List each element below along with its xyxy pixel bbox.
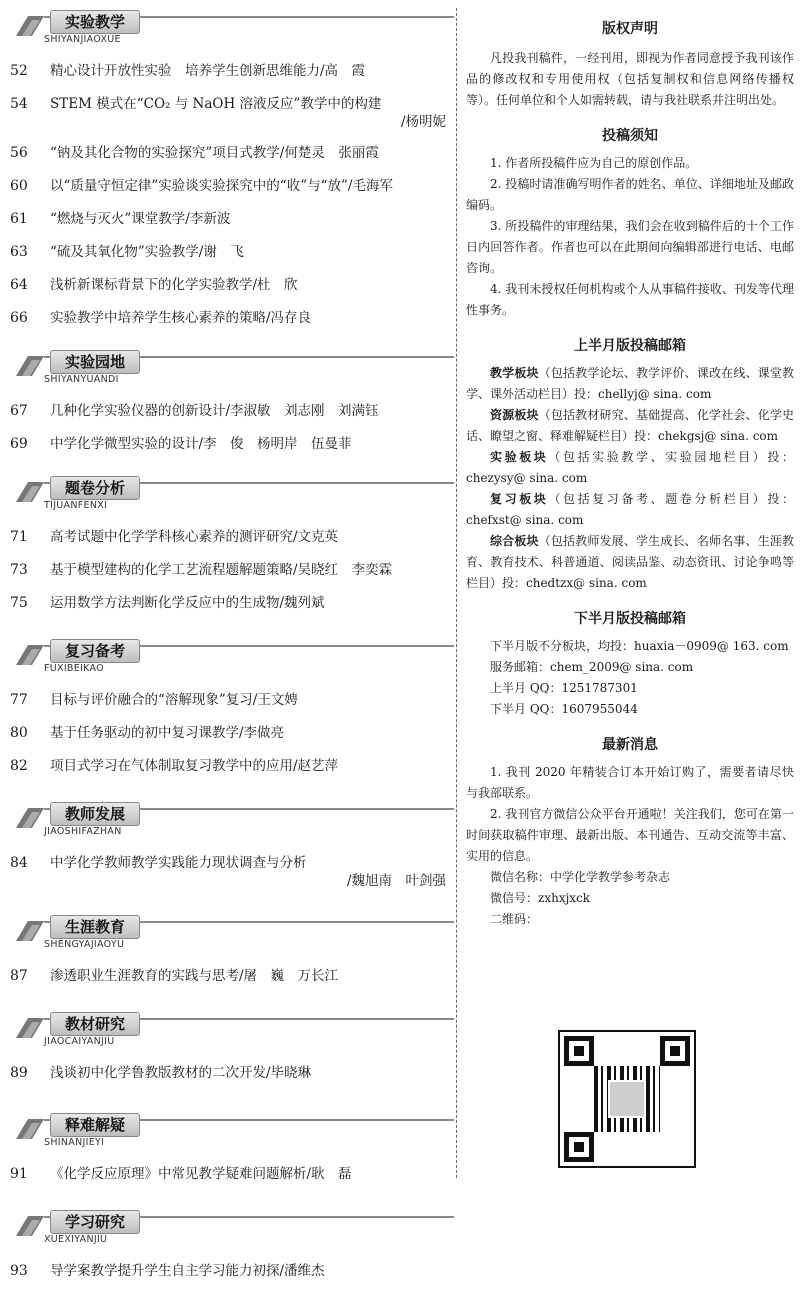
page-number: 60 xyxy=(10,178,28,194)
news-heading: 最新消息 xyxy=(602,737,658,753)
article-title: 以“质量守恒定律”实验谈实验探究中的“收”与“放”/毛海军 xyxy=(50,178,393,194)
section-title: 学习研究 xyxy=(50,1210,140,1234)
section-pinyin: SHENGYAJIAOYU xyxy=(44,939,125,950)
article-title: 中学化学微型实验的设计/李 俊 杨明岸 伍曼菲 xyxy=(50,436,352,452)
page-number: 82 xyxy=(10,758,28,774)
page-number: 52 xyxy=(10,63,28,79)
mailbox-text: （包括教师发展、学生成长、名师名事、生涯教育、教育技术、科普通道、阅读品鉴、动态资讯、讨论争鸣等栏目）投：chedtzx@ sina. com xyxy=(466,534,794,590)
toc-entry[interactable] xyxy=(10,724,450,742)
page-number: 80 xyxy=(10,725,28,741)
toc-entry[interactable] xyxy=(10,243,450,261)
page-number: 77 xyxy=(10,692,28,708)
news-item: 2. 我刊官方微信公众平台开通啦！关注我们，您可在第一时间获取稿件审理、最新出版、本刊通告、互动交流等丰富、实用的信息。 xyxy=(466,807,794,863)
article-title: STEM 模式在“CO₂ 与 NaOH 溶液反应”教学中的构建 xyxy=(50,96,382,112)
page-number: 71 xyxy=(10,529,28,545)
qr-finder xyxy=(660,1036,690,1066)
toc-entry[interactable] xyxy=(10,1262,450,1280)
article-authors: /杨明妮 xyxy=(400,114,446,130)
section-marker-icon xyxy=(14,480,46,504)
notice-column xyxy=(466,18,794,930)
page-number: 63 xyxy=(10,244,28,260)
section-header xyxy=(10,635,450,691)
toc-entry[interactable] xyxy=(10,210,450,228)
mailbox-general xyxy=(466,531,794,594)
submission-heading: 投稿须知 xyxy=(602,128,658,144)
toc-entry[interactable] xyxy=(10,95,450,131)
page-number: 75 xyxy=(10,595,28,611)
mailbox-text: （包括复习备考、题卷分析栏目）投：chefxst@ sina. com xyxy=(466,492,794,527)
section-marker-icon xyxy=(14,14,46,38)
qr-finder xyxy=(564,1036,594,1066)
mailbox-text: （包括教材研究、基础提高、化学社会、化学史话、瞭望之窗、释难解疑栏目）投：chekgsj@ sina. com xyxy=(466,408,794,443)
section-title: 教师发展 xyxy=(50,802,140,826)
page-number: 67 xyxy=(10,403,28,419)
section-marker-icon xyxy=(14,806,46,830)
page-number: 61 xyxy=(10,211,28,227)
second-half-line: 下半月 QQ：1607955044 xyxy=(490,702,638,716)
section-header xyxy=(10,472,450,528)
mailbox-label: 资源板块 xyxy=(490,408,539,422)
wechat-qr-code xyxy=(558,1030,696,1168)
mailbox-review xyxy=(466,489,794,531)
article-title: 实验教学中培养学生核心素养的策略/冯存良 xyxy=(50,310,312,326)
toc-entry[interactable] xyxy=(10,435,450,453)
toc-entry[interactable] xyxy=(10,62,450,80)
article-title: 项目式学习在气体制取复习教学中的应用/赵艺萍 xyxy=(50,758,339,774)
toc-entry[interactable] xyxy=(10,1165,450,1183)
section-marker-icon xyxy=(14,1016,46,1040)
section-title: 释难解疑 xyxy=(50,1113,140,1137)
article-title: 精心设计开放性实验 培养学生创新思维能力/高 霞 xyxy=(50,63,366,79)
section-header xyxy=(10,1008,450,1064)
second-half-line: 上半月 QQ：1251787301 xyxy=(490,681,638,695)
page-number: 54 xyxy=(10,96,28,112)
second-half-line: 服务邮箱：chem_2009@ sina. com xyxy=(490,660,694,674)
section-pinyin: SHINANJIEYI xyxy=(44,1137,105,1148)
mailbox-resources xyxy=(466,405,794,447)
section-title: 实验园地 xyxy=(50,350,140,374)
column-divider xyxy=(456,8,457,1178)
section-marker-icon xyxy=(14,1214,46,1238)
page-number: 91 xyxy=(10,1166,28,1182)
section-header xyxy=(10,346,450,402)
section-marker-icon xyxy=(14,919,46,943)
toc-entry[interactable] xyxy=(10,177,450,195)
toc-entry[interactable] xyxy=(10,309,450,327)
submission-item: 1. 作者所投稿件应为自己的原创作品。 xyxy=(490,156,698,170)
article-title: 浅谈初中化学鲁教版教材的二次开发/毕晓琳 xyxy=(50,1065,312,1081)
article-title: 《化学反应原理》中常见教学疑难问题解析/耿 磊 xyxy=(50,1166,352,1182)
section-title: 教材研究 xyxy=(50,1012,140,1036)
mailbox-text: （包括教学论坛、教学评价、课改在线、课堂教学、课外活动栏目）投：chellyj@ sina. com xyxy=(466,366,794,401)
article-title: 导学案教学提升学生自主学习能力初探/潘维杰 xyxy=(50,1263,325,1279)
article-authors: /魏旭南 叶剑强 xyxy=(346,873,446,889)
second-half-heading: 下半月版投稿邮箱 xyxy=(574,611,686,627)
section-title: 生涯教育 xyxy=(50,915,140,939)
toc-entry[interactable] xyxy=(10,144,450,162)
submission-item: 4. 我刊未授权任何机构或个人从事稿件接收、刊发等代理性事务。 xyxy=(466,282,794,317)
copyright-text: 凡投我刊稿件，一经刊用，即视为作者同意授予我刊该作品的修改权和专用使用权（包括复制权和信息网络传播权等）。任何单位和个人如需转载，请与我社联系并注明出处。 xyxy=(466,51,794,107)
section-header xyxy=(10,1109,450,1165)
toc-entry[interactable] xyxy=(10,691,450,709)
copyright-heading: 版权声明 xyxy=(602,21,658,37)
section-title: 实验教学 xyxy=(50,10,140,34)
section-header xyxy=(10,6,450,62)
page-number: 89 xyxy=(10,1065,28,1081)
article-title: 几种化学实验仪器的创新设计/李淑敏 刘志刚 刘满钰 xyxy=(50,403,379,419)
section-header xyxy=(10,911,450,967)
section-pinyin: XUEXIYANJIU xyxy=(44,1234,108,1245)
mailbox-experiment xyxy=(466,447,794,489)
first-half-heading: 上半月版投稿邮箱 xyxy=(574,338,686,354)
page-number: 93 xyxy=(10,1263,28,1279)
toc-entry[interactable] xyxy=(10,276,450,294)
section-marker-icon xyxy=(14,643,46,667)
section-pinyin: TIJUANFENXI xyxy=(44,500,108,511)
article-title: “燃烧与灭火”课堂教学/李新波 xyxy=(50,211,231,227)
wechat-id: 微信号：zxhxjxck xyxy=(490,891,591,905)
section-pinyin: JIAOCAIYANJIU xyxy=(44,1036,115,1047)
second-half-line: 下半月版不分板块，均投：huaxia－0909@ 163. com xyxy=(490,639,789,653)
toc-entry[interactable] xyxy=(10,561,450,579)
article-title: “硫及其氧化物”实验教学/谢 飞 xyxy=(50,244,244,260)
mailbox-label: 教学板块 xyxy=(490,366,539,380)
section-pinyin: SHIYANJIAOXUE xyxy=(44,34,121,45)
page-number: 84 xyxy=(10,855,28,871)
article-title: 高考试题中化学学科核心素养的测评研究/文克英 xyxy=(50,529,339,545)
article-title: 基于任务驱动的初中复习课教学/李做亮 xyxy=(50,725,285,741)
table-of-contents xyxy=(10,6,450,1303)
page-number: 73 xyxy=(10,562,28,578)
qr-logo xyxy=(608,1080,646,1118)
news-item: 1. 我刊 2020 年精装合订本开始订购了，需要者请尽快与我部联系。 xyxy=(466,765,794,800)
mailbox-label: 复习板块 xyxy=(490,492,549,506)
article-title: 中学化学教师教学实践能力现状调查与分析 xyxy=(50,855,307,871)
mailbox-teaching xyxy=(466,363,794,405)
qr-finder xyxy=(564,1132,594,1162)
article-title: 渗透职业生涯教育的实践与思考/屠 巍 万长江 xyxy=(50,968,339,984)
section-header xyxy=(10,1206,450,1262)
article-title: 目标与评价融合的“溶解现象”复习/王文娉 xyxy=(50,692,298,708)
page-number: 87 xyxy=(10,968,28,984)
toc-entry[interactable] xyxy=(10,528,450,546)
wechat-name: 微信名称：中学化学教学参考杂志 xyxy=(490,870,671,884)
toc-entry[interactable] xyxy=(10,402,450,420)
toc-entry[interactable] xyxy=(10,757,450,775)
article-title: 浅析新课标背景下的化学实验教学/杜 欣 xyxy=(50,277,298,293)
page-number: 56 xyxy=(10,145,28,161)
mailbox-label: 综合板块 xyxy=(490,534,539,548)
section-marker-icon xyxy=(14,1117,46,1141)
article-title: 基于模型建构的化学工艺流程题解题策略/吴晓红 李奕霖 xyxy=(50,562,393,578)
toc-entry[interactable] xyxy=(10,594,450,612)
section-pinyin: FUXIBEIKAO xyxy=(44,663,104,674)
qr-label: 二维码： xyxy=(490,912,539,926)
page-number: 64 xyxy=(10,277,28,293)
section-marker-icon xyxy=(14,354,46,378)
section-header xyxy=(10,798,450,854)
article-title: “钠及其化合物的实验探究”项目式教学/何楚灵 张丽霞 xyxy=(50,145,379,161)
mailbox-text: （包括实验教学、实验园地栏目）投：chezysy@ sina. com xyxy=(466,450,794,485)
mailbox-label: 实验板块 xyxy=(490,450,549,464)
toc-entry[interactable] xyxy=(10,1064,450,1082)
section-pinyin: SHIYANYUANDI xyxy=(44,374,119,385)
submission-item: 3. 所投稿件的审理结果，我们会在收到稿件后的十个工作日内回答作者。作者也可以在此期间向编辑部进行电话、电邮咨询。 xyxy=(466,219,794,275)
submission-item: 2. 投稿时请准确写明作者的姓名、单位、详细地址及邮政编码。 xyxy=(466,177,794,212)
section-title: 题卷分析 xyxy=(50,476,140,500)
page-number: 66 xyxy=(10,310,28,326)
article-title: 运用数学方法判断化学反应中的生成物/魏列斌 xyxy=(50,595,325,611)
toc-entry[interactable] xyxy=(10,854,450,890)
section-title: 复习备考 xyxy=(50,639,140,663)
toc-entry[interactable] xyxy=(10,967,450,985)
page-number: 69 xyxy=(10,436,28,452)
section-pinyin: JIAOSHIFAZHAN xyxy=(44,826,122,837)
